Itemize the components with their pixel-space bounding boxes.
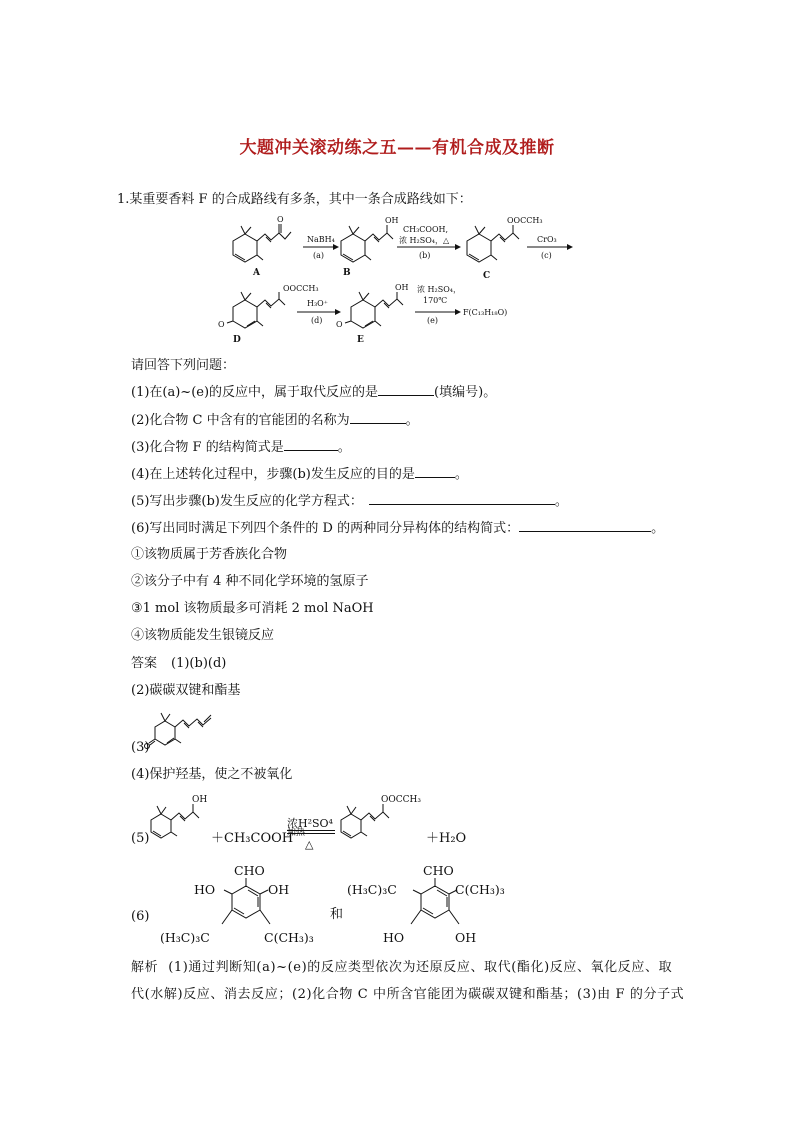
answer-5-number: (5) xyxy=(131,831,150,846)
label-a: A xyxy=(253,268,260,278)
reagent-b-2: 浓 H₂SO₄，△ xyxy=(399,236,450,245)
question-3 xyxy=(131,438,351,457)
ester-label-d: OOCCH₃ xyxy=(283,284,319,293)
isomer-1-tbutyl-right: C(CH₃)₃ xyxy=(264,930,314,945)
oxygen-label-a: O xyxy=(277,215,284,224)
reactant-alcohol xyxy=(145,792,215,852)
isomer-1-hydroxyl-right: OH xyxy=(268,882,290,897)
question-1 xyxy=(131,383,496,402)
question-4-text: (4)在上述转化过程中，步骤(b)发生反应的目的是 xyxy=(131,467,415,482)
structure-b xyxy=(341,216,399,262)
step-d: (d) xyxy=(311,316,323,325)
question-6-text: (6)写出同时满足下列四个条件的 D 的两种同分异构体的结构简式： xyxy=(131,521,520,536)
reaction-scheme xyxy=(215,212,575,347)
answer-2: (2)碳碳双键和酯基 xyxy=(131,683,241,698)
isomer-2-tbutyl-left: (H₃C)₃C xyxy=(347,882,397,897)
structure-c xyxy=(467,216,543,262)
condition-3: ③1 mol 该物质最多可消耗 2 mol NaOH xyxy=(131,601,374,616)
product-f: F(C₁₃H₁₈O) xyxy=(463,308,508,317)
answer-blank-5 xyxy=(369,492,555,505)
analysis-line-2: 代(水解)反应、消去反应；(2)化合物 C 中所含官能团为碳碳双键和酯基；(3)由 F 的分子式 xyxy=(131,987,685,1002)
condition-4: ④该物质能发生银镜反应 xyxy=(131,628,275,643)
question-5 xyxy=(131,492,568,511)
reagent-c: CrO₃ xyxy=(537,235,557,244)
answer-3-number: (3) xyxy=(131,740,150,755)
reagent-e-2: 170℃ xyxy=(423,296,448,305)
step-c: (c) xyxy=(541,251,552,260)
step-e: (e) xyxy=(427,316,438,325)
condition-heat-text: 加热 xyxy=(287,828,306,838)
reagent-a: NaBH₄ xyxy=(307,235,335,244)
answer-blank-4 xyxy=(415,465,455,478)
isomer-2-aldehyde: CHO xyxy=(423,863,454,878)
question-5-text: (5)写出步骤(b)发生反应的化学方程式： xyxy=(131,494,363,509)
reagent-b-1: CH₃COOH, xyxy=(403,225,449,234)
hydroxyl-label-e: OH xyxy=(395,283,409,292)
question-2-text: (2)化合物 C 中含有的官能团的名称为 xyxy=(131,413,350,428)
answer-1-text: (1)(b)(d) xyxy=(171,656,227,671)
isomer-2-hydroxyl-left: HO xyxy=(383,930,405,945)
answer-label: 答案 xyxy=(131,656,158,671)
reactant-hydroxyl-label: OH xyxy=(192,795,208,805)
page-title: 大题冲关滚动练之五——有机合成及推断 xyxy=(239,138,555,158)
structure-a xyxy=(233,215,291,262)
oxygen-label-e: O xyxy=(336,320,343,329)
reactant-acetic-acid: ＋CH₃COOH xyxy=(211,831,294,846)
ester-label-c: OOCCH₃ xyxy=(507,216,543,225)
label-e: E xyxy=(357,335,364,345)
answer-blank-2 xyxy=(350,411,406,424)
question-5-suffix: 。 xyxy=(554,494,568,509)
condition-acid: 浓H²SO⁴ xyxy=(287,817,333,830)
question-4-suffix: 。 xyxy=(454,467,468,482)
question-2 xyxy=(131,411,419,430)
condition-2: ②该分子中有 4 种不同化学环境的氢原子 xyxy=(131,574,369,589)
isomer-2-hydroxyl-right: OH xyxy=(455,930,477,945)
reaction-condition xyxy=(287,818,335,850)
prompt-text: 请回答下列问题： xyxy=(131,358,236,373)
isomer-2-tbutyl-right: C(CH₃)₃ xyxy=(455,882,505,897)
step-b: (b) xyxy=(419,251,431,260)
question-2-suffix: 。 xyxy=(405,413,419,428)
label-b: B xyxy=(343,268,351,278)
answer-blank-3 xyxy=(284,438,338,451)
hydroxyl-label-b: OH xyxy=(385,216,399,225)
question-1-text: (1)在(a)~(e)的反应中，属于取代反应的是 xyxy=(131,385,379,400)
analysis-label: 解析 xyxy=(131,960,159,975)
product-ester xyxy=(335,790,435,852)
label-d: D xyxy=(233,335,241,345)
oxygen-label-d: O xyxy=(218,320,225,329)
structure-f xyxy=(143,705,223,755)
reagent-e-1: 浓 H₂SO₄， xyxy=(417,285,461,294)
structure-e xyxy=(336,283,409,329)
isomer-1 xyxy=(158,862,328,950)
label-c: C xyxy=(483,271,491,281)
question-3-suffix: 。 xyxy=(337,440,351,455)
analysis-line-1-text: (1)通过判断知(a)~(e)的反应类型依次为还原反应、取代(酯化)反应、氧化反应、取 xyxy=(168,960,673,975)
reagent-d: H₃O⁺ xyxy=(307,299,328,308)
isomer-1-aldehyde: CHO xyxy=(234,863,265,878)
condition-heat: △ xyxy=(305,838,314,851)
question-3-text: (3)化合物 F 的结构简式是 xyxy=(131,440,284,455)
answer-blank-1 xyxy=(378,383,434,396)
answer-1 xyxy=(131,655,226,673)
analysis-line-1 xyxy=(131,959,672,977)
isomer-1-tbutyl-left: (H₃C)₃C xyxy=(160,930,210,945)
product-water: ＋H₂O xyxy=(426,831,467,846)
isomer-2 xyxy=(345,862,525,950)
question-6-suffix: 。 xyxy=(651,521,665,536)
condition-1: ①该物质属于芳香族化合物 xyxy=(131,547,288,562)
question-6 xyxy=(131,519,664,538)
conjunction-and: 和 xyxy=(330,907,344,922)
answer-blank-6 xyxy=(519,519,651,532)
question-1-suffix: (填编号)。 xyxy=(434,385,497,400)
step-a: (a) xyxy=(313,251,325,260)
structure-d xyxy=(218,284,319,329)
answer-4: (4)保护羟基，使之不被氧化 xyxy=(131,767,293,782)
answer-6-number: (6) xyxy=(131,909,150,924)
question-stem: 1.某重要香料 F 的合成路线有多条，其中一条合成路线如下： xyxy=(117,192,472,207)
product-ester-label: OOCCH₃ xyxy=(381,795,421,805)
question-4 xyxy=(131,465,468,484)
isomer-1-hydroxyl-left: HO xyxy=(194,882,216,897)
